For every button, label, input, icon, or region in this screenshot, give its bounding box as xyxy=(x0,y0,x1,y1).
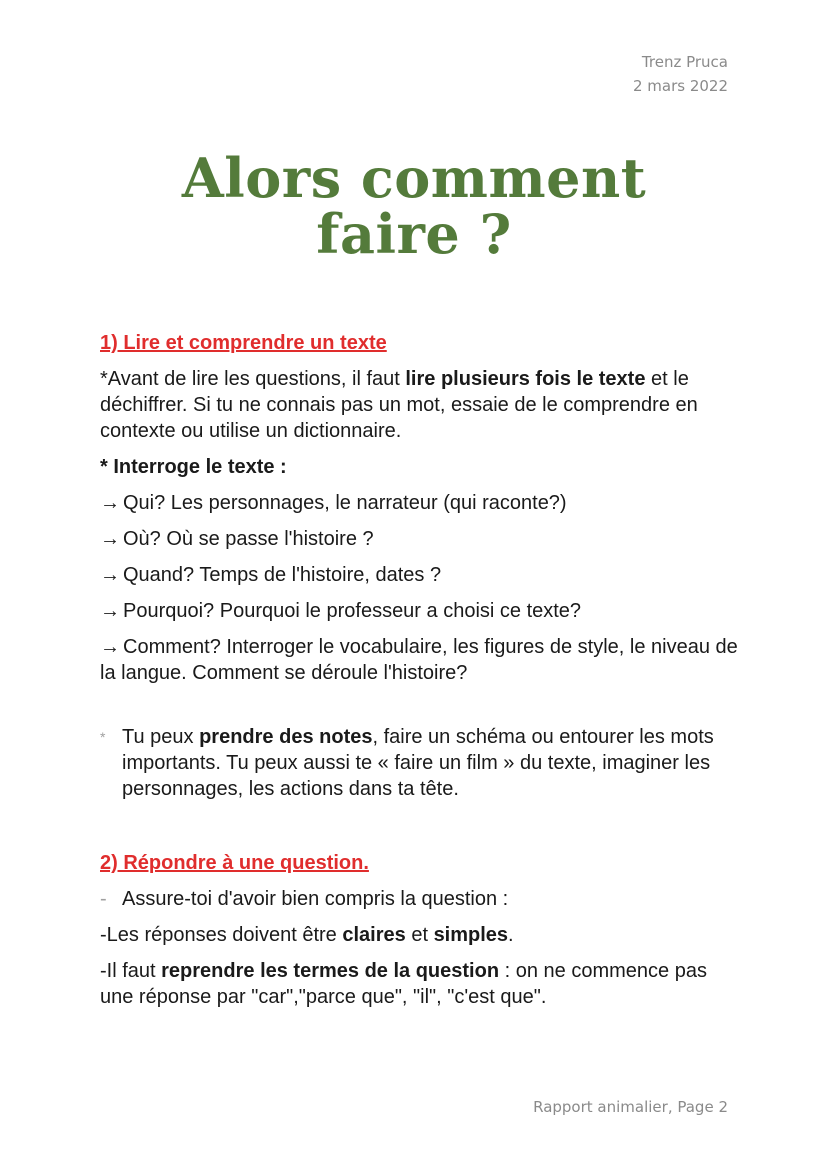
answer-item-3-end: : on ne commence pas une réponse par "car","parce que", "il", "c'est que". xyxy=(100,960,707,1008)
question-item xyxy=(100,634,738,686)
intro-text-end: et le déchiffrer. Si tu ne connais pas un mot, essaie de le comprendre en contexte ou utilise un dictionnaire. xyxy=(100,368,698,442)
tip-bold: prendre des notes xyxy=(199,726,373,748)
answer-item-1 xyxy=(100,886,738,912)
question-item xyxy=(100,562,738,588)
author: Trenz Pruca xyxy=(641,53,728,71)
answer-item-3-text: -Il faut xyxy=(100,960,162,982)
arrow-icon: → xyxy=(100,636,120,658)
interrogate-label: * Interroge le texte : xyxy=(100,456,287,478)
answer-item-2 xyxy=(100,922,738,948)
question-text: Où? Où se passe l'histoire ? xyxy=(123,528,374,550)
intro-paragraph xyxy=(100,366,738,444)
question-item xyxy=(100,490,738,516)
answer-item-2-mid: et xyxy=(405,924,434,946)
intro-text: *Avant de lire les questions, il faut xyxy=(100,368,406,390)
tip-text-end: , faire un schéma ou entourer les mots importants. Tu peux aussi te « faire un film » du texte, imaginer les personnages, les actions dans ta tête. xyxy=(122,726,714,800)
answer-item-3 xyxy=(100,958,738,1010)
title-line-2: faire ? xyxy=(316,202,512,266)
answer-item-2-end: . xyxy=(508,924,514,946)
answer-item-2-bold-2: simples xyxy=(433,924,509,946)
answer-item-2-bold-1: claires xyxy=(342,924,406,946)
arrow-icon: → xyxy=(100,600,120,622)
answer-item-2-text: -Les réponses doivent être xyxy=(100,924,343,946)
answer-item-3-bold: reprendre les termes de la question xyxy=(161,960,500,982)
question-text: Quand? Temps de l'histoire, dates ? xyxy=(123,564,442,586)
tip-bullet xyxy=(100,724,738,802)
date: 2 mars 2022 xyxy=(632,77,728,95)
question-text: Qui? Les personnages, le narrateur (qui raconte?) xyxy=(123,492,567,514)
arrow-icon: → xyxy=(100,564,120,586)
section-2-heading: 2) Répondre à une question. xyxy=(100,852,369,874)
title-line-1: Alors comment xyxy=(181,146,647,210)
tip-text-start: Tu peux xyxy=(122,726,200,748)
intro-bold: lire plusieurs fois le texte xyxy=(405,368,646,390)
section-1-heading: 1) Lire et comprendre un texte xyxy=(100,332,387,354)
answer-item-1-text: Assure-toi d'avoir bien compris la question : xyxy=(122,888,509,910)
page-footer: Rapport animalier, Page 2 xyxy=(533,1098,728,1116)
interrogate-heading xyxy=(100,454,738,480)
arrow-icon: → xyxy=(100,528,120,550)
content xyxy=(100,330,738,1010)
question-item xyxy=(100,598,738,624)
dash-icon: - xyxy=(100,888,107,910)
asterisk-icon: * xyxy=(100,729,106,745)
question-item xyxy=(100,526,738,552)
header-meta xyxy=(633,50,728,98)
question-text: Pourquoi? Pourquoi le professeur a choisi ce texte? xyxy=(123,600,582,622)
question-text: Comment? Interroger le vocabulaire, les figures de style, le niveau de la langue. Comment se déroule l'histoire? xyxy=(100,636,738,684)
arrow-icon: → xyxy=(100,492,120,514)
page-title xyxy=(0,146,828,266)
tip-text xyxy=(122,724,738,802)
